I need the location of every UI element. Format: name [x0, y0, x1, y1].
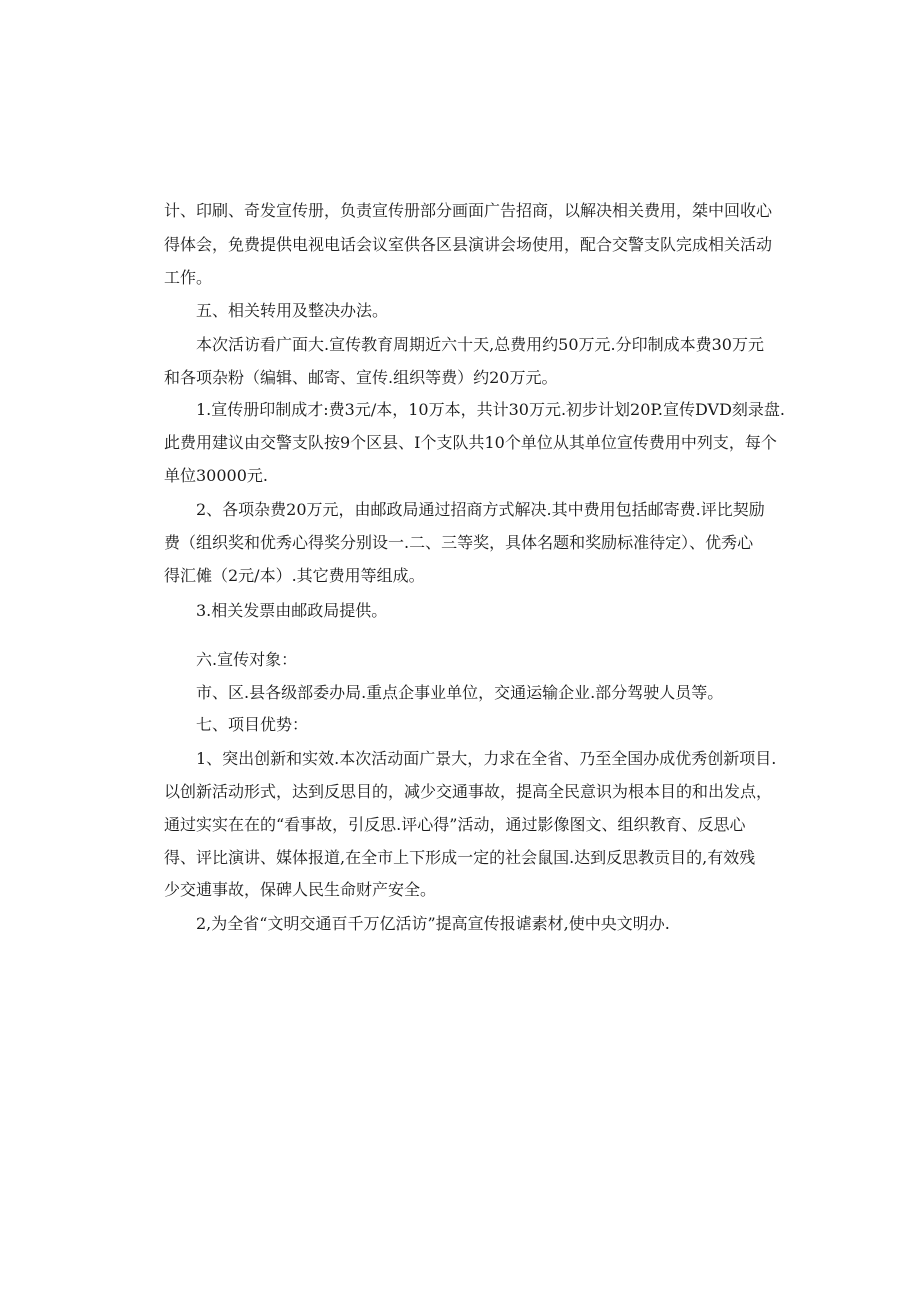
paragraph-line: 单位30000元.: [164, 466, 268, 485]
paragraph-line: 2,为全省“文明交通百千万亿活访”提高宣传报谑素材,使中央文明办.: [196, 914, 670, 933]
paragraph-line: 1、突出创新和实效.本次活动面广景大，力求在全省、乃至全国办成优秀创新项目.: [196, 749, 777, 768]
paragraph-line: 通过实实在在的“看事故，引反思.评心得”活动，通过影像图文、组织教育、反思心: [164, 815, 746, 834]
paragraph-line: 工作。: [164, 268, 213, 287]
paragraph-line: 计、印刷、奇发宣传册，负责宣传册部分画面广告招商，以解决相关费用，桀中回收心: [164, 201, 773, 220]
paragraph-line: 本次活访看广面大.宣传教育周期近六十天,总费用约50万元.分印制成本费30万元: [196, 335, 764, 354]
paragraph-line: 3.相关发票由邮政局提供。: [196, 601, 388, 620]
paragraph-line: 2、各项杂费20万元，由邮政局通过招商方式解决.其中费用包括邮寄费.评比契励: [196, 500, 765, 519]
paragraph-line: 得体会，免费提供电视电话会议室供各区县演讲会场使用，配合交警支队完成相关活动: [164, 235, 773, 254]
paragraph-line: 1.宣传册印制成才:费3元/本，10万本，共计30万元.初步计划20P.宣传DVD刻录盘.: [196, 400, 786, 419]
paragraph-line: 少交逋事故，保碑人民生命财产安全。: [164, 880, 437, 899]
section-heading: 七、项目优势：: [196, 715, 309, 734]
paragraph-line: 以创新活动形式，达到反思目的，减少交通事故，提高全民意识为根本目的和出发点，: [164, 782, 773, 801]
section-heading: 六.宣传对象：: [196, 650, 298, 669]
paragraph-line: 市、区.县各级部委办局.重点企事业单位，交通运输企业.部分驾驶人员等。: [196, 683, 724, 702]
paragraph-line: 费（组织奖和优秀心得奖分别设一.二、三等奖，具体名题和奖励标准待定）、优秀心: [164, 533, 754, 552]
paragraph-line: 此费用建议由交警支队按9个区县、I个支队共10个单位从其单位宣传费用中列支，每个: [164, 433, 777, 452]
section-heading: 五、相关转用及整决办法。: [196, 301, 389, 320]
paragraph-line: 得、评比演讲、媒体报道,在全市上下形成一定的社会鼠国.达到反思教贡目的,有效残: [164, 848, 756, 867]
paragraph-line: 得汇傩（2元/本）.其它费用等组成。: [164, 566, 425, 585]
paragraph-line: 和各项杂粉（编辑、邮寄、宣传.组织等费）约20万元。: [164, 368, 558, 387]
